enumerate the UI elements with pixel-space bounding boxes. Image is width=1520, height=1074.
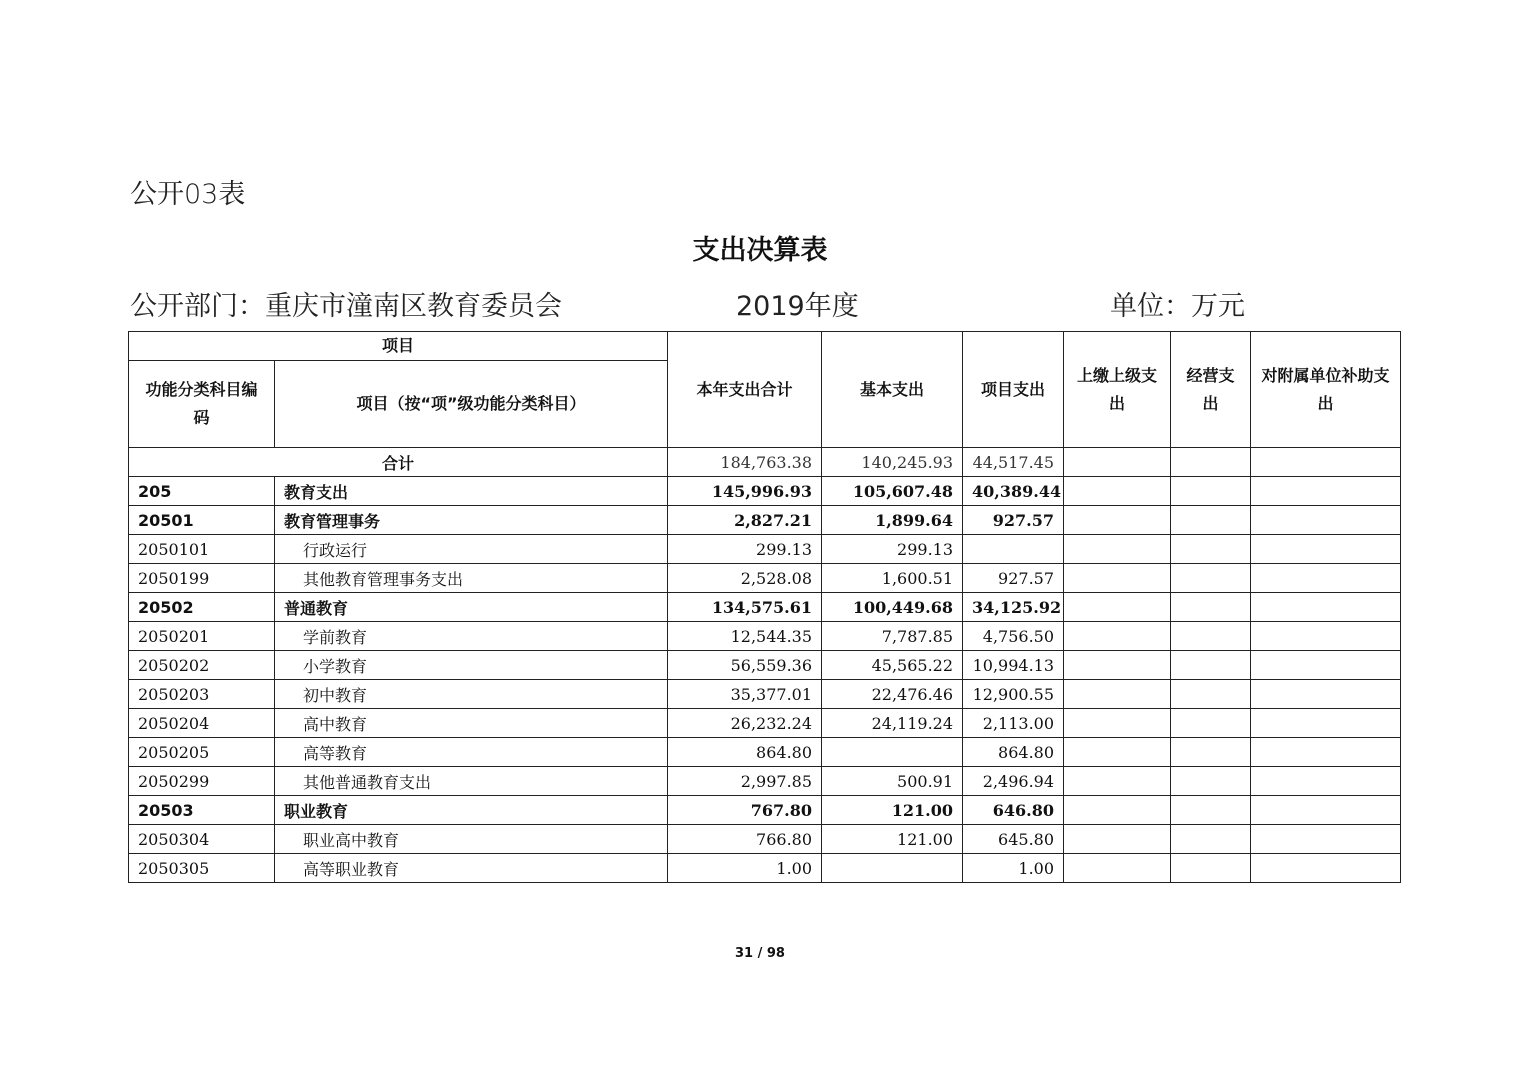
- upper-cell: [1064, 477, 1171, 506]
- basic-cell: 1,899.64: [822, 506, 963, 535]
- basic-cell: 105,607.48: [822, 477, 963, 506]
- page-title: 支出决算表: [692, 235, 828, 266]
- business-cell: [1171, 448, 1251, 477]
- code-cell: 2050205: [129, 738, 275, 767]
- total-cell: 35,377.01: [668, 680, 822, 709]
- year-label: 2019年度: [736, 291, 859, 322]
- business-cell: [1171, 535, 1251, 564]
- table-row: [129, 477, 1401, 506]
- total-cell: 56,559.36: [668, 651, 822, 680]
- basic-cell: 22,476.46: [822, 680, 963, 709]
- basic-cell: 7,787.85: [822, 622, 963, 651]
- project-cell: 2,113.00: [963, 709, 1064, 738]
- table-row: [129, 796, 1401, 825]
- code-cell: 2050299: [129, 767, 275, 796]
- name-cell: 普通教育: [275, 593, 668, 622]
- table-row: [129, 680, 1401, 709]
- subsidy-cell: [1251, 622, 1401, 651]
- table-row: [129, 738, 1401, 767]
- project-cell: 1.00: [963, 854, 1064, 883]
- project-cell: 927.57: [963, 506, 1064, 535]
- business-cell: [1171, 593, 1251, 622]
- total-cell: 134,575.61: [668, 593, 822, 622]
- subsidy-cell: [1251, 825, 1401, 854]
- total-cell: 767.80: [668, 796, 822, 825]
- form-label: 公开03表: [130, 179, 246, 210]
- table-row: [129, 506, 1401, 535]
- total-cell: 2,827.21: [668, 506, 822, 535]
- code-cell: 2050304: [129, 825, 275, 854]
- header-code: 功能分类科目编码: [129, 361, 275, 448]
- name-cell: 教育管理事务: [275, 506, 668, 535]
- total-cell: 2,997.85: [668, 767, 822, 796]
- upper-cell: [1064, 448, 1171, 477]
- header-name: 项目（按“项”级功能分类科目）: [275, 361, 668, 448]
- table-row: [129, 535, 1401, 564]
- subsidy-cell: [1251, 651, 1401, 680]
- business-cell: [1171, 738, 1251, 767]
- table-row: [129, 593, 1401, 622]
- upper-cell: [1064, 796, 1171, 825]
- upper-cell: [1064, 622, 1171, 651]
- upper-cell: [1064, 709, 1171, 738]
- table-row: [129, 622, 1401, 651]
- code-cell: 2050101: [129, 535, 275, 564]
- table-row: [129, 767, 1401, 796]
- basic-cell: 24,119.24: [822, 709, 963, 738]
- table-row: [129, 854, 1401, 883]
- total-cell: 864.80: [668, 738, 822, 767]
- subsidy-cell: [1251, 535, 1401, 564]
- total-cell: 12,544.35: [668, 622, 822, 651]
- header-upper: 上缴上级支出: [1064, 332, 1171, 448]
- header-project-exp: 项目支出: [963, 332, 1064, 448]
- business-cell: [1171, 651, 1251, 680]
- total-cell: 299.13: [668, 535, 822, 564]
- code-cell: 20501: [129, 506, 275, 535]
- project-cell: 12,900.55: [963, 680, 1064, 709]
- name-cell: 初中教育: [275, 680, 668, 709]
- expenditure-table: [128, 331, 1401, 883]
- subsidy-cell: [1251, 448, 1401, 477]
- project-cell: 2,496.94: [963, 767, 1064, 796]
- project-cell: 34,125.92: [963, 593, 1064, 622]
- table-row: [129, 825, 1401, 854]
- table-row: [129, 651, 1401, 680]
- business-cell: [1171, 622, 1251, 651]
- basic-cell: [822, 738, 963, 767]
- total-row: [129, 448, 1401, 477]
- business-cell: [1171, 477, 1251, 506]
- table-row: [129, 709, 1401, 738]
- upper-cell: [1064, 680, 1171, 709]
- project-cell: 646.80: [963, 796, 1064, 825]
- code-cell: 2050202: [129, 651, 275, 680]
- project-cell: 927.57: [963, 564, 1064, 593]
- subsidy-cell: [1251, 709, 1401, 738]
- basic-cell: 140,245.93: [822, 448, 963, 477]
- basic-cell: [822, 854, 963, 883]
- business-cell: [1171, 564, 1251, 593]
- total-cell: 26,232.24: [668, 709, 822, 738]
- business-cell: [1171, 506, 1251, 535]
- project-cell: 44,517.45: [963, 448, 1064, 477]
- code-cell: 205: [129, 477, 275, 506]
- business-cell: [1171, 767, 1251, 796]
- total-cell: 1.00: [668, 854, 822, 883]
- code-cell: 20503: [129, 796, 275, 825]
- basic-cell: 121.00: [822, 796, 963, 825]
- name-cell: 行政运行: [275, 535, 668, 564]
- subsidy-cell: [1251, 854, 1401, 883]
- upper-cell: [1064, 854, 1171, 883]
- subsidy-cell: [1251, 506, 1401, 535]
- total-label: 合计: [129, 448, 668, 477]
- header-total: 本年支出合计: [668, 332, 822, 448]
- name-cell: 高等教育: [275, 738, 668, 767]
- project-cell: 10,994.13: [963, 651, 1064, 680]
- upper-cell: [1064, 825, 1171, 854]
- total-cell: 766.80: [668, 825, 822, 854]
- header-business: 经营支出: [1171, 332, 1251, 448]
- subsidy-cell: [1251, 680, 1401, 709]
- upper-cell: [1064, 767, 1171, 796]
- business-cell: [1171, 854, 1251, 883]
- department-label: 公开部门：重庆市潼南区教育委员会: [130, 291, 562, 322]
- name-cell: 高等职业教育: [275, 854, 668, 883]
- code-cell: 2050199: [129, 564, 275, 593]
- name-cell: 职业教育: [275, 796, 668, 825]
- name-cell: 教育支出: [275, 477, 668, 506]
- subsidy-cell: [1251, 767, 1401, 796]
- header-project: 项目: [129, 332, 668, 361]
- basic-cell: 1,600.51: [822, 564, 963, 593]
- total-cell: 145,996.93: [668, 477, 822, 506]
- project-cell: 4,756.50: [963, 622, 1064, 651]
- basic-cell: 45,565.22: [822, 651, 963, 680]
- upper-cell: [1064, 564, 1171, 593]
- code-cell: 20502: [129, 593, 275, 622]
- basic-cell: 100,449.68: [822, 593, 963, 622]
- upper-cell: [1064, 593, 1171, 622]
- business-cell: [1171, 825, 1251, 854]
- code-cell: 2050204: [129, 709, 275, 738]
- upper-cell: [1064, 535, 1171, 564]
- subsidy-cell: [1251, 738, 1401, 767]
- total-cell: 2,528.08: [668, 564, 822, 593]
- table-row: [129, 564, 1401, 593]
- name-cell: 其他普通教育支出: [275, 767, 668, 796]
- name-cell: 其他教育管理事务支出: [275, 564, 668, 593]
- name-cell: 职业高中教育: [275, 825, 668, 854]
- project-cell: 864.80: [963, 738, 1064, 767]
- upper-cell: [1064, 738, 1171, 767]
- business-cell: [1171, 796, 1251, 825]
- subsidy-cell: [1251, 564, 1401, 593]
- project-cell: 40,389.44: [963, 477, 1064, 506]
- upper-cell: [1064, 506, 1171, 535]
- name-cell: 学前教育: [275, 622, 668, 651]
- basic-cell: 299.13: [822, 535, 963, 564]
- code-cell: 2050203: [129, 680, 275, 709]
- business-cell: [1171, 709, 1251, 738]
- total-cell: 184,763.38: [668, 448, 822, 477]
- code-cell: 2050305: [129, 854, 275, 883]
- header-basic: 基本支出: [822, 332, 963, 448]
- basic-cell: 500.91: [822, 767, 963, 796]
- project-cell: 645.80: [963, 825, 1064, 854]
- unit-label: 单位：万元: [1110, 291, 1245, 322]
- header-subsidy: 对附属单位补助支出: [1251, 332, 1401, 448]
- basic-cell: 121.00: [822, 825, 963, 854]
- subsidy-cell: [1251, 593, 1401, 622]
- code-cell: 2050201: [129, 622, 275, 651]
- project-cell: [963, 535, 1064, 564]
- upper-cell: [1064, 651, 1171, 680]
- name-cell: 高中教育: [275, 709, 668, 738]
- subsidy-cell: [1251, 796, 1401, 825]
- subsidy-cell: [1251, 477, 1401, 506]
- business-cell: [1171, 680, 1251, 709]
- page-number: 31 / 98: [735, 946, 785, 961]
- name-cell: 小学教育: [275, 651, 668, 680]
